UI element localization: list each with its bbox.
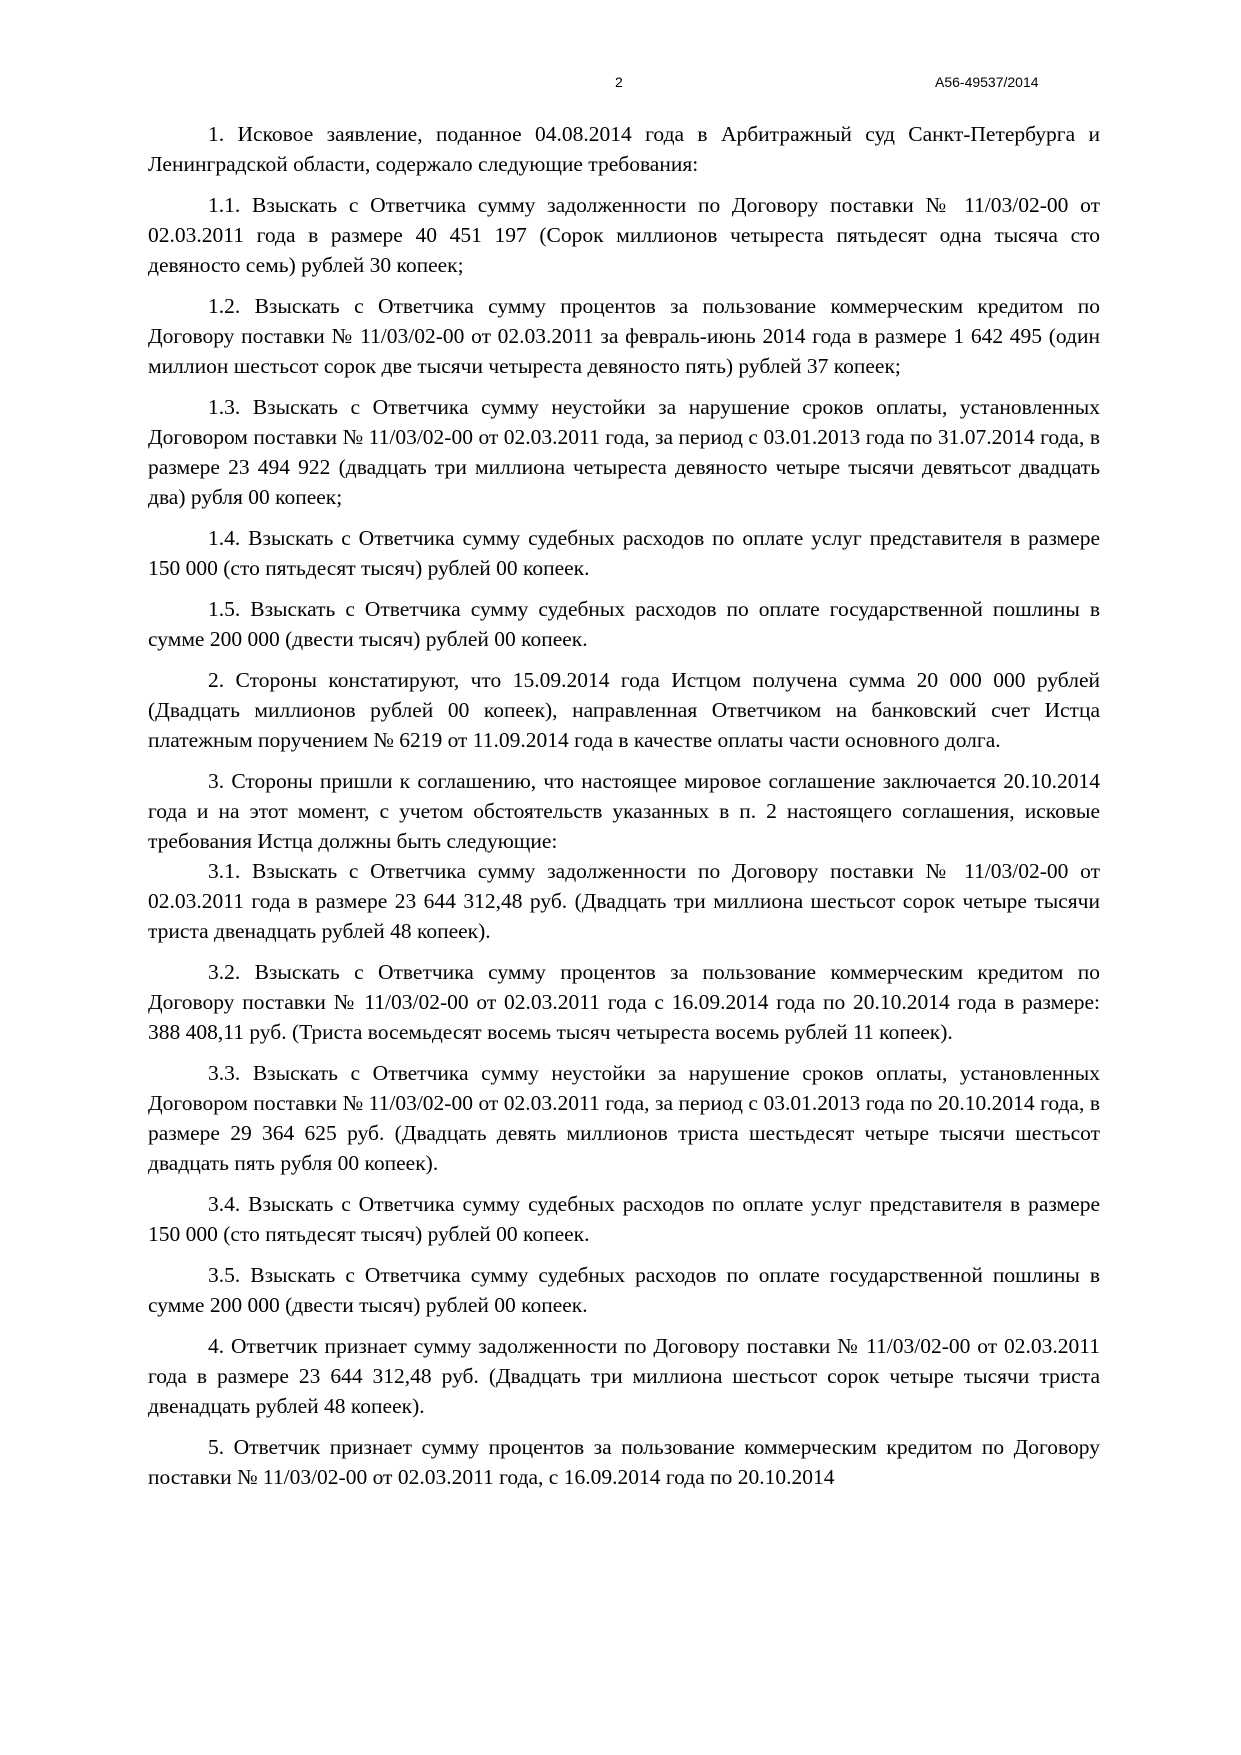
- paragraph-3-2: 3.2. Взыскать с Ответчика сумму процентов за пользование коммерческим кредитом по Договору поставки № 11/03/02-00 от 02.03.2011 года с 16.09.2014 года по 20.10.2014 года в размере: 388 408,11 руб. (Триста восемьдесят восемь тысяч четыреста восемь рублей 11 копеек).: [148, 960, 1100, 1044]
- paragraph-3-5: 3.5. Взыскать с Ответчика сумму судебных расходов по оплате государственной пошлины в сумме 200 000 (двести тысяч) рублей 00 копеек.: [148, 1263, 1100, 1317]
- case-number: А56-49537/2014: [935, 74, 1039, 90]
- paragraph-1-2: 1.2. Взыскать с Ответчика сумму процентов за пользование коммерческим кредитом по Договору поставки № 11/03/02-00 от 02.03.2011 за февраль-июнь 2014 года в размере 1 642 495 (один миллион шестьсот сорок две тысячи четыреста девяносто пять) рублей 37 копеек;: [148, 294, 1100, 378]
- paragraph-1-3: 1.3. Взыскать с Ответчика сумму неустойки за нарушение сроков оплаты, установленных Договором поставки № 11/03/02-00 от 02.03.2011 года, за период с 03.01.2013 года по 31.07.2014 года, в размере 23 494 922 (двадцать три миллиона четыреста девяносто четыре тысячи девятьсот двадцать два) рубля 00 копеек;: [148, 395, 1100, 509]
- paragraph-4: 4. Ответчик признает сумму задолженности по Договору поставки № 11/03/02-00 от 02.03.2011 года в размере 23 644 312,48 руб. (Двадцать три миллиона шестьсот сорок четыре тысячи триста двенадцать рублей 48 копеек).: [148, 1334, 1100, 1418]
- paragraph-1-5: 1.5. Взыскать с Ответчика сумму судебных расходов по оплате государственной пошлины в сумме 200 000 (двести тысяч) рублей 00 копеек.: [148, 597, 1100, 651]
- paragraph-1-4: 1.4. Взыскать с Ответчика сумму судебных расходов по оплате услуг представителя в размере 150 000 (сто пятьдесят тысяч) рублей 00 копеек.: [148, 526, 1100, 580]
- paragraph-3-3: 3.3. Взыскать с Ответчика сумму неустойки за нарушение сроков оплаты, установленных Договором поставки № 11/03/02-00 от 02.03.2011 года, за период с 03.01.2013 года по 20.10.2014 года, в размере 29 364 625 руб. (Двадцать девять миллионов триста шестьдесят четыре тысячи шестьсот двадцать пять рубля 00 копеек).: [148, 1061, 1100, 1175]
- paragraph-3: 3. Стороны пришли к соглашению, что настоящее мировое соглашение заключается 20.10.2014 года и на этот момент, с учетом обстоятельств указанных в п. 2 настоящего соглашения, исковые требования Истца должны быть следующие:: [148, 769, 1100, 853]
- paragraph-3-1: 3.1. Взыскать с Ответчика сумму задолженности по Договору поставки № 11/03/02-00 от 02.03.2011 года в размере 23 644 312,48 руб. (Двадцать три миллиона шестьсот сорок четыре тысячи триста двенадцать рублей 48 копеек).: [148, 859, 1100, 943]
- paragraph-5: 5. Ответчик признает сумму процентов за пользование коммерческим кредитом по Договору поставки № 11/03/02-00 от 02.03.2011 года, с 16.09.2014 года по 20.10.2014: [148, 1435, 1100, 1489]
- paragraph-1-1: 1.1. Взыскать с Ответчика сумму задолженности по Договору поставки № 11/03/02-00 от 02.03.2011 года в размере 40 451 197 (Сорок миллионов четыреста пятьдесят одна тысяча сто девяносто семь) рублей 30 копеек;: [148, 193, 1100, 277]
- paragraph-1: 1. Исковое заявление, поданное 04.08.2014 года в Арбитражный суд Санкт-Петербурга и Ленинградской области, содержало следующие требования:: [148, 122, 1100, 176]
- page-number: 2: [615, 74, 623, 90]
- paragraph-2: 2. Стороны констатируют, что 15.09.2014 года Истцом получена сумма 20 000 000 рублей (Двадцать миллионов рублей 00 копеек), направленная Ответчиком на банковский счет Истца платежным поручением № 6219 от 11.09.2014 года в качестве оплаты части основного долга.: [148, 668, 1100, 752]
- paragraph-3-4: 3.4. Взыскать с Ответчика сумму судебных расходов по оплате услуг представителя в размере 150 000 (сто пятьдесят тысяч) рублей 00 копеек.: [148, 1192, 1100, 1246]
- page-header: [0, 74, 1241, 94]
- document-body: [148, 119, 1100, 1503]
